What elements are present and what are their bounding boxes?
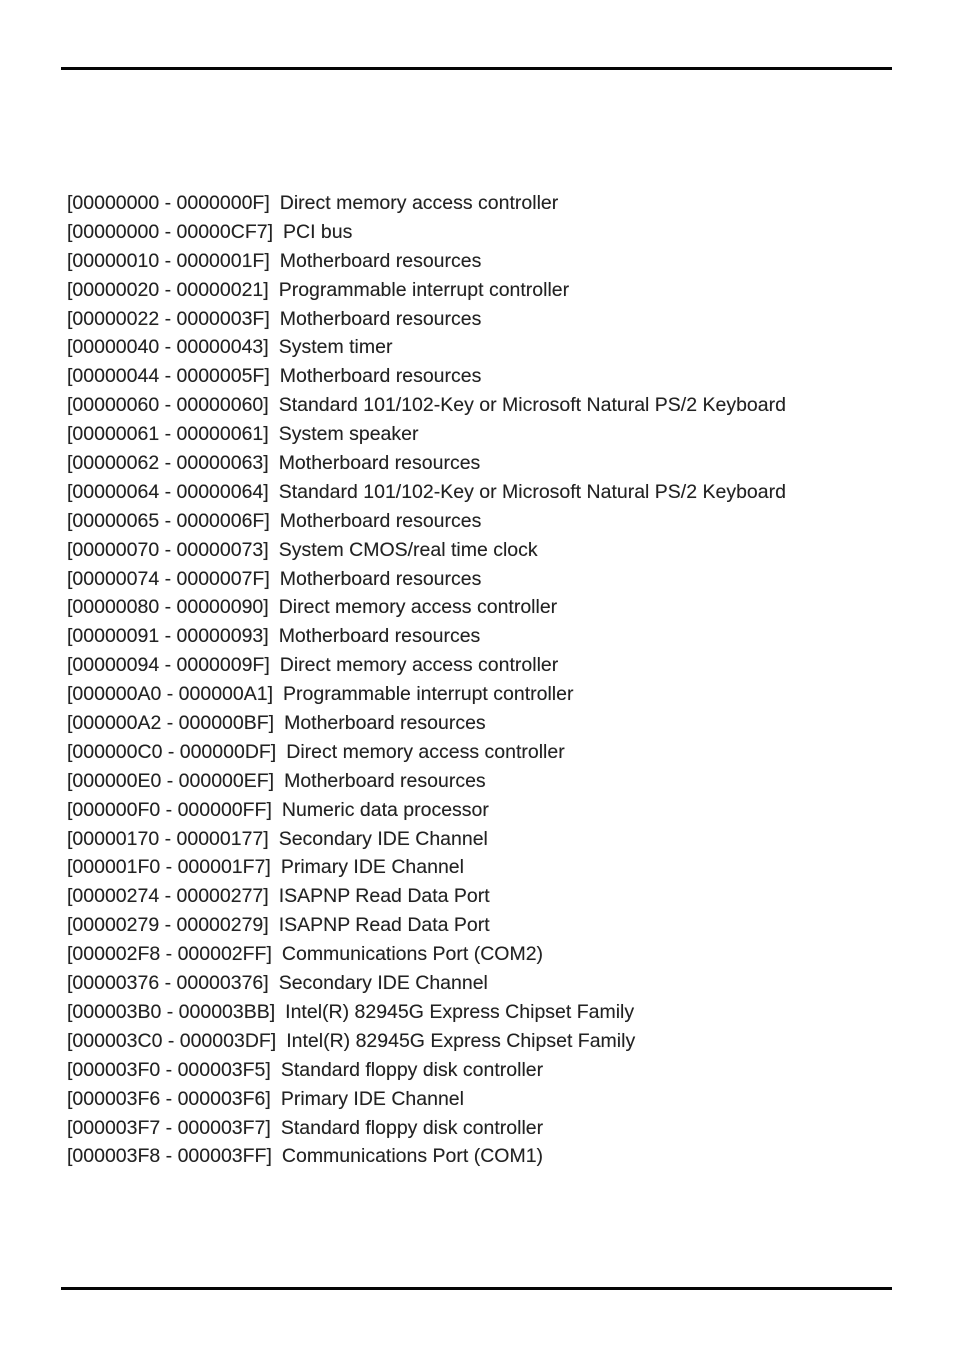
io-address-range: [00000094 - 0000009F] (67, 654, 270, 677)
io-address-range: [00000074 - 0000007F] (67, 567, 270, 590)
io-address-row (67, 1114, 887, 1143)
io-address-row (67, 911, 887, 940)
io-device-name: Motherboard resources (279, 567, 482, 590)
io-device-name: Motherboard resources (279, 365, 482, 388)
io-address-range: [00000062 - 00000063] (67, 452, 269, 475)
io-address-range: [000003B0 - 000003BB] (67, 1000, 276, 1023)
io-device-name: Motherboard resources (279, 509, 482, 532)
io-address-row (67, 391, 887, 420)
io-device-name: Standard floppy disk controller (280, 1058, 544, 1081)
io-device-name: PCI bus (283, 220, 353, 243)
io-device-name: Numeric data processor (281, 798, 489, 821)
io-address-range: [00000010 - 0000001F] (67, 249, 270, 272)
io-device-name: Primary IDE Channel (280, 856, 464, 879)
io-address-range: [00000060 - 00000060] (67, 394, 269, 417)
io-address-range: [000000A0 - 000000A1] (67, 683, 274, 706)
io-address-range: [00000061 - 00000061] (67, 423, 269, 446)
io-address-row (67, 1027, 887, 1056)
io-address-range: [00000080 - 00000090] (67, 596, 269, 619)
io-device-name: Motherboard resources (278, 452, 481, 475)
io-address-range: [000000F0 - 000000FF] (67, 798, 272, 821)
io-address-row (67, 1056, 887, 1085)
io-address-range: [00000000 - 0000000F] (67, 192, 270, 214)
io-address-range: [000002F8 - 000002FF] (67, 943, 272, 966)
io-device-name: Secondary IDE Channel (278, 827, 488, 850)
io-address-range: [000000A2 - 000000BF] (67, 712, 275, 735)
io-address-row (67, 680, 887, 709)
io-device-name: Motherboard resources (279, 249, 482, 272)
io-address-row (67, 247, 887, 276)
io-device-name: Standard 101/102-Key or Microsoft Natural PS/2 Keyboard (278, 480, 786, 503)
io-address-range: [00000065 - 0000006F] (67, 509, 270, 532)
io-device-name: Communications Port (COM2) (281, 943, 544, 966)
io-device-name: System speaker (278, 423, 419, 446)
io-address-row (67, 189, 887, 218)
io-address-range: [000001F0 - 000001F7] (67, 856, 271, 879)
io-address-row (67, 1085, 887, 1114)
io-address-row (67, 709, 887, 738)
io-device-name: Programmable interrupt controller (283, 683, 574, 706)
io-address-range: [000000C0 - 000000DF] (67, 740, 277, 763)
io-device-name: Programmable interrupt controller (278, 278, 570, 301)
io-address-row (67, 218, 887, 247)
io-address-range: [00000274 - 00000277] (67, 885, 269, 908)
io-device-name: Intel(R) 82945G Express Chipset Family (285, 1000, 635, 1023)
io-address-range: [00000064 - 00000064] (67, 480, 269, 503)
io-device-name: Standard 101/102-Key or Microsoft Natural PS/2 Keyboard (278, 394, 786, 417)
io-device-name: Direct memory access controller (279, 654, 559, 677)
io-address-range: [00000022 - 0000003F] (67, 307, 270, 330)
io-address-row (67, 362, 887, 391)
io-address-row (67, 593, 887, 622)
io-address-row (67, 622, 887, 651)
io-address-row (67, 420, 887, 449)
io-address-range: [00000091 - 00000093] (67, 625, 269, 648)
io-address-row (67, 940, 887, 969)
io-device-name: Motherboard resources (284, 769, 486, 792)
io-device-name: Direct memory access controller (279, 192, 559, 214)
io-address-row (67, 507, 887, 536)
io-address-row (67, 825, 887, 854)
io-address-row (67, 738, 887, 767)
io-address-row (67, 882, 887, 911)
io-address-row (67, 853, 887, 882)
io-device-name: Standard floppy disk controller (280, 1116, 544, 1139)
io-device-name: Direct memory access controller (278, 596, 558, 619)
io-address-row (67, 565, 887, 594)
io-device-name: Motherboard resources (278, 625, 481, 648)
page-header-rule (61, 67, 892, 70)
io-address-range: [000003F8 - 000003FF] (67, 1145, 272, 1168)
io-address-row (67, 767, 887, 796)
io-address-range: [00000020 - 00000021] (67, 278, 269, 301)
io-device-name: System CMOS/real time clock (278, 538, 538, 561)
io-address-range: [000003C0 - 000003DF] (67, 1029, 277, 1052)
io-address-row (67, 998, 887, 1027)
io-address-row (67, 651, 887, 680)
io-address-range: [00000000 - 00000CF7] (67, 220, 273, 243)
io-address-row (67, 333, 887, 362)
io-address-row (67, 796, 887, 825)
io-address-row (67, 1142, 887, 1171)
io-address-range: [00000044 - 0000005F] (67, 365, 270, 388)
io-device-name: Motherboard resources (279, 307, 482, 330)
io-device-name: Secondary IDE Channel (278, 972, 488, 995)
io-device-name: Direct memory access controller (286, 740, 565, 763)
io-address-list (67, 189, 887, 1171)
io-address-range: [000003F0 - 000003F5] (67, 1058, 271, 1081)
io-device-name: ISAPNP Read Data Port (278, 914, 490, 937)
io-device-name: ISAPNP Read Data Port (278, 885, 490, 908)
io-address-row (67, 478, 887, 507)
io-device-name: Communications Port (COM1) (281, 1145, 544, 1168)
io-address-range: [00000070 - 00000073] (67, 538, 269, 561)
io-address-range: [000003F6 - 000003F6] (67, 1087, 271, 1110)
io-address-range: [00000279 - 00000279] (67, 914, 269, 937)
io-address-row (67, 536, 887, 565)
io-address-range: [00000170 - 00000177] (67, 827, 269, 850)
io-address-range: [000003F7 - 000003F7] (67, 1116, 271, 1139)
io-address-row (67, 449, 887, 478)
io-address-range: [00000376 - 00000376] (67, 972, 269, 995)
io-device-name: Motherboard resources (284, 712, 486, 735)
io-device-name: System timer (278, 336, 393, 359)
io-address-range: [00000040 - 00000043] (67, 336, 269, 359)
io-address-row (67, 276, 887, 305)
io-device-name: Primary IDE Channel (280, 1087, 464, 1110)
io-address-row (67, 305, 887, 334)
io-device-name: Intel(R) 82945G Express Chipset Family (286, 1029, 636, 1052)
io-address-row (67, 969, 887, 998)
page-footer-rule (61, 1287, 892, 1290)
io-address-range: [000000E0 - 000000EF] (67, 769, 275, 792)
